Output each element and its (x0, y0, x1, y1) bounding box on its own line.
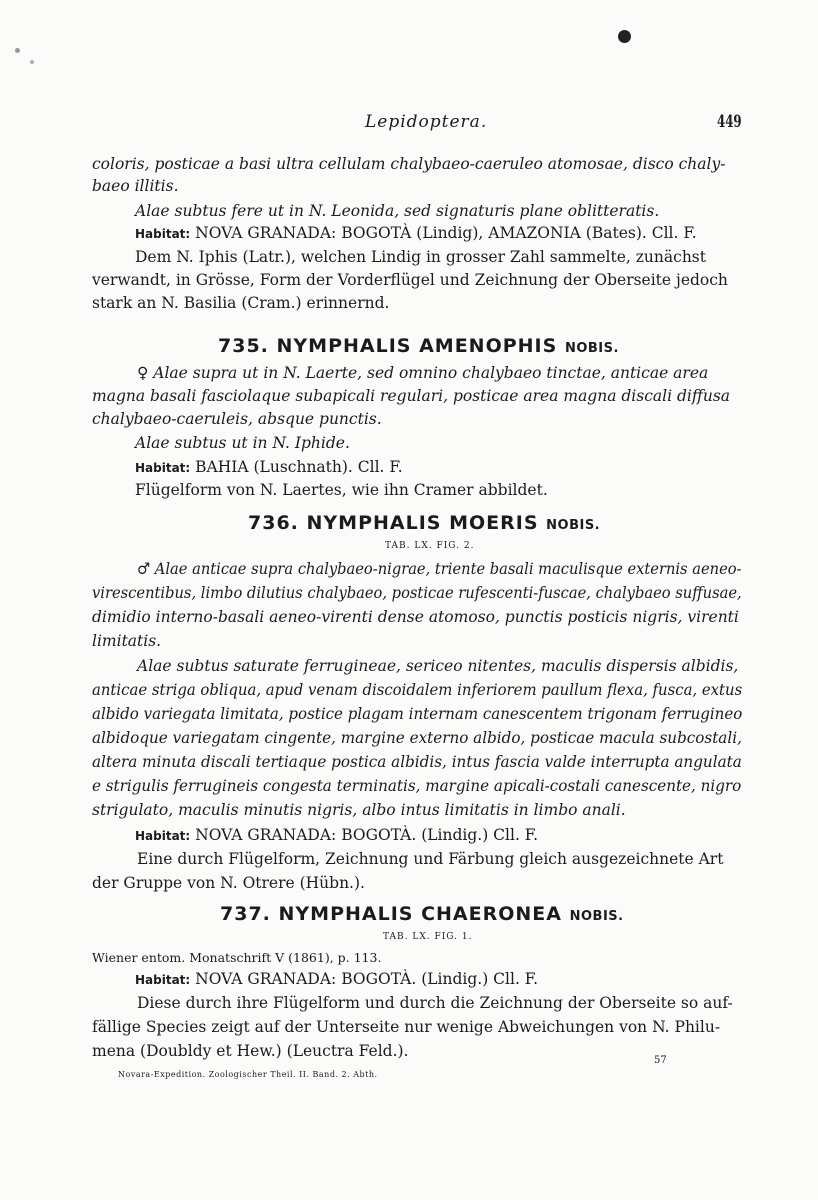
text-line: chalybaeo-caeruleis, absque punctis. (92, 410, 382, 428)
text-line: baeo illitis. (92, 177, 179, 195)
text-line: magna basali fasciolaque subapicali regulari, posticae area magna discali diffusa (92, 387, 731, 405)
running-title: Lepidoptera. (365, 112, 488, 132)
species-heading (218, 335, 619, 357)
text-line: Alae subtus ut in N. Iphide. (135, 434, 350, 452)
text-line: albido variegata limitata, postice plagam internam canescentem trigonam ferrugineo (92, 705, 743, 723)
text-line: Diese durch ihre Flügelform und durch die Zeichnung der Oberseite so auf- (137, 994, 733, 1012)
habitat-text: NOVA GRANADA: BOGOTÀ. (Lindig.) Cll. F. (195, 826, 539, 844)
text-line: mena (Doubldy et Hew.) (Leuctra Feld.). (92, 1042, 409, 1060)
ink-speck (15, 48, 20, 53)
species-author: NOBIS. (564, 341, 619, 356)
ink-speck (30, 60, 34, 64)
species-author: NOBIS. (569, 909, 624, 924)
species-heading (220, 903, 624, 925)
plate-reference: TAB. LX. FIG. 1. (383, 932, 473, 942)
text-line: verwandt, in Grösse, Form der Vorderflügel und Zeichnung der Oberseite jedoch (92, 271, 728, 289)
literature-reference: Wiener entom. Monatschrift V (1861), p. 113. (92, 950, 382, 965)
species-number: 735. (218, 335, 269, 357)
habitat-label: Habitat: (135, 227, 191, 241)
text-line: virescentibus, limbo dilutius chalybaeo, posticae rufescenti-fuscae, chalybaeo suffusae, (92, 584, 742, 602)
text-line: Alae subtus fere ut in N. Leonida, sed signaturis plane oblitteratis. (135, 202, 660, 220)
text-line: e strigulis ferrugineis congesta terminatis, margine apicali-costali canescente, nigro (92, 777, 742, 795)
species-number: 737. (220, 903, 271, 925)
habitat-text: BAHIA (Luschnath). Cll. F. (195, 458, 403, 476)
text-line: Flügelform von N. Laertes, wie ihn Cramer abbildet. (135, 481, 548, 499)
habitat-line (135, 456, 403, 479)
text-line: altera minuta discali tertiaque postica albidis, intus fascia valde interrupta angulata (92, 753, 742, 771)
habitat-line (135, 222, 697, 245)
text-line: Alae subtus saturate ferrugineae, sericeo nitentes, maculis dispersis albidis, (137, 657, 739, 675)
text-line: ♀ Alae supra ut in N. Laerte, sed omnino chalybaeo tinctae, anticae area (137, 364, 709, 382)
plate-reference: TAB. LX. FIG. 2. (385, 541, 475, 551)
text-line: coloris, posticae a basi ultra cellulam chalybaeo-caeruleo atomosae, disco chaly- (92, 155, 726, 173)
species-heading (248, 512, 600, 534)
text-line: Eine durch Flügelform, Zeichnung und Färbung gleich ausgezeichnete Art (137, 850, 724, 868)
text-line: limitatis. (92, 632, 162, 650)
habitat-label: Habitat: (135, 829, 191, 843)
text-line: Dem N. Iphis (Latr.), welchen Lindig in grosser Zahl sammelte, zunächst (135, 248, 706, 266)
species-name: NYMPHALIS MOERIS (306, 512, 539, 534)
signature-mark: 57 (654, 1055, 667, 1066)
species-name: NYMPHALIS CHAERONEA (278, 903, 562, 925)
text-line: ♂ Alae anticae supra chalybaeo-nigrae, triente basali maculisque externis aeneo- (137, 560, 742, 578)
habitat-line (135, 968, 538, 991)
text-line: strigulato, maculis minutis nigris, albo intus limitatis in limbo anali. (92, 801, 626, 819)
habitat-label: Habitat: (135, 461, 191, 475)
species-author: NOBIS. (546, 518, 601, 533)
page-number: 449 (717, 112, 742, 132)
text-line: anticae striga obliqua, apud venam discoidalem inferiorem paullum flexa, fusca, extus (92, 681, 743, 699)
text-line: fällige Species zeigt auf der Unterseite nur wenige Abweichungen von N. Philu- (92, 1018, 721, 1036)
habitat-text: NOVA GRANADA: BOGOTÀ (Lindig), AMAZONIA (Bates). Cll. F. (195, 224, 697, 242)
habitat-text: NOVA GRANADA: BOGOTÀ. (Lindig.) Cll. F. (195, 970, 539, 988)
text-line: albidoque variegatam cingente, margine externo albido, posticae macula subcostali, (92, 729, 742, 747)
species-number: 736. (248, 512, 299, 534)
footer-imprint: Novara-Expedition. Zoologischer Theil. II. Band. 2. Abth. (118, 1070, 378, 1079)
text-line: stark an N. Basilia (Cram.) erinnernd. (92, 294, 390, 312)
text-line: dimidio interno-basali aeneo-virenti dense atomoso, punctis posticis nigris, virenti (92, 608, 739, 626)
ink-speck (618, 30, 631, 43)
text-line: der Gruppe von N. Otrere (Hübn.). (92, 874, 365, 892)
habitat-line (135, 824, 538, 847)
species-name: NYMPHALIS AMENOPHIS (276, 335, 558, 357)
habitat-label: Habitat: (135, 973, 191, 987)
